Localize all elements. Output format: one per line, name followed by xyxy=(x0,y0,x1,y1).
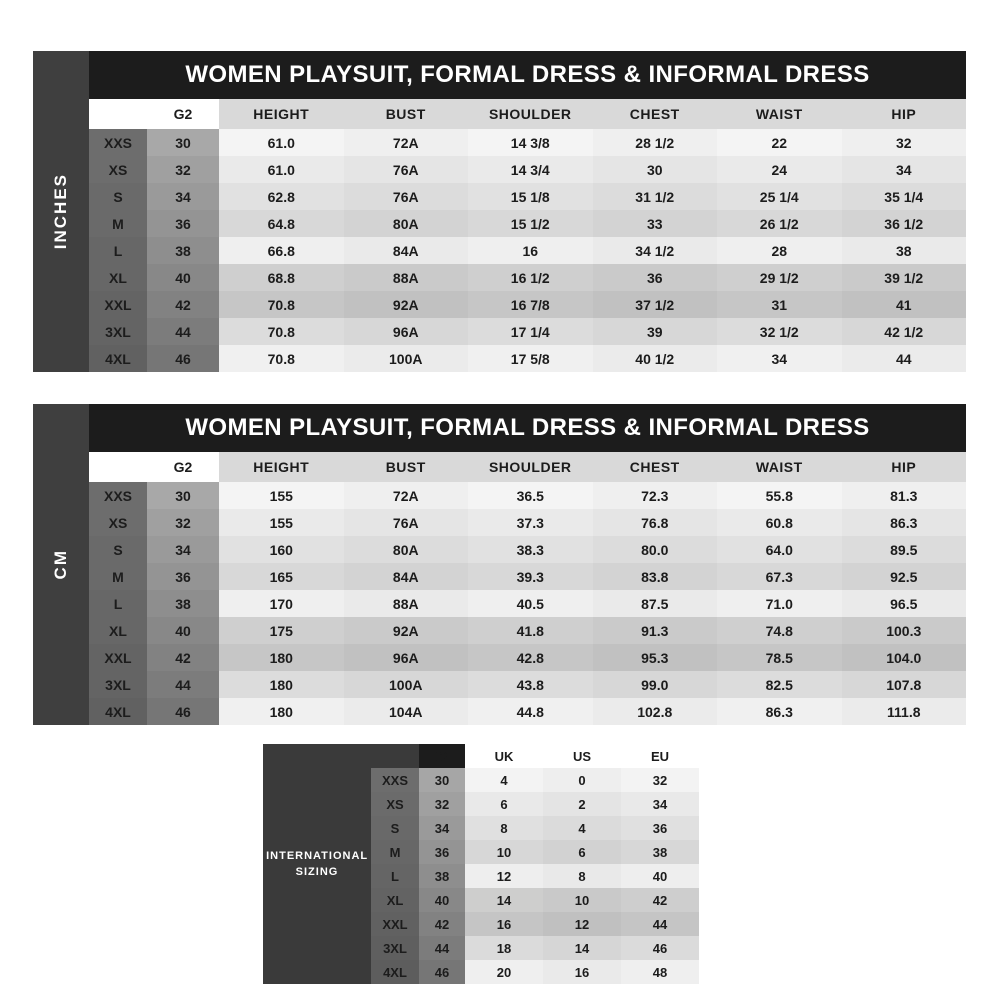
cell-size-label: XXS xyxy=(89,482,147,509)
intl-cell-value: 12 xyxy=(543,912,621,936)
intl-cell-size-label: M xyxy=(371,840,419,864)
intl-cell-size-label: XL xyxy=(371,888,419,912)
cell-g2: 32 xyxy=(147,156,219,183)
cell-value: 32 xyxy=(842,129,967,156)
international-table-row xyxy=(371,792,699,816)
cell-value: 41.8 xyxy=(468,617,593,644)
cell-size-label: S xyxy=(89,183,147,210)
intl-cell-value: 36 xyxy=(621,816,699,840)
intl-cell-value: 40 xyxy=(621,864,699,888)
intl-cell-value: 6 xyxy=(543,840,621,864)
cell-value: 38 xyxy=(842,237,967,264)
header-bust: BUST xyxy=(344,452,469,482)
intl-cell-g2: 38 xyxy=(419,864,465,888)
intl-cell-value: 18 xyxy=(465,936,543,960)
cell-g2: 38 xyxy=(147,590,219,617)
header-g2: G2 xyxy=(147,99,219,129)
inches-chart-title: WOMEN PLAYSUIT, FORMAL DRESS & INFORMAL DRESS xyxy=(89,51,966,99)
header-waist: WAIST xyxy=(717,99,842,129)
intl-cell-value: 12 xyxy=(465,864,543,888)
international-table-row xyxy=(371,864,699,888)
cell-value: 71.0 xyxy=(717,590,842,617)
intl-cell-value: 16 xyxy=(543,960,621,984)
cell-value: 34 xyxy=(717,345,842,372)
cell-value: 15 1/8 xyxy=(468,183,593,210)
intl-cell-size-label: L xyxy=(371,864,419,888)
cell-value: 70.8 xyxy=(219,291,344,318)
cell-value: 180 xyxy=(219,644,344,671)
cell-value: 31 xyxy=(717,291,842,318)
inches-chart-body xyxy=(89,51,966,372)
cell-value: 86.3 xyxy=(717,698,842,725)
header-waist: WAIST xyxy=(717,452,842,482)
intl-cell-value: 20 xyxy=(465,960,543,984)
cell-g2: 36 xyxy=(147,563,219,590)
cell-value: 31 1/2 xyxy=(593,183,718,210)
cell-value: 72A xyxy=(344,482,469,509)
table-header-row xyxy=(89,452,966,482)
cm-chart-title: WOMEN PLAYSUIT, FORMAL DRESS & INFORMAL DRESS xyxy=(89,404,966,452)
cell-value: 36 1/2 xyxy=(842,210,967,237)
cell-size-label: XXL xyxy=(89,291,147,318)
international-table-row xyxy=(371,960,699,984)
cell-value: 104A xyxy=(344,698,469,725)
international-table-row xyxy=(371,768,699,792)
international-table-row xyxy=(371,840,699,864)
cell-g2: 42 xyxy=(147,291,219,318)
cell-value: 61.0 xyxy=(219,129,344,156)
cell-value: 64.8 xyxy=(219,210,344,237)
intl-cell-value: 8 xyxy=(465,816,543,840)
cell-value: 43.8 xyxy=(468,671,593,698)
table-header-row xyxy=(89,99,966,129)
cell-value: 41 xyxy=(842,291,967,318)
cell-value: 76A xyxy=(344,183,469,210)
table-row xyxy=(89,291,966,318)
cell-value: 35 1/4 xyxy=(842,183,967,210)
intl-cell-size-label: XS xyxy=(371,792,419,816)
intl-cell-value: 14 xyxy=(465,888,543,912)
table-row xyxy=(89,590,966,617)
intl-cell-g2: 42 xyxy=(419,912,465,936)
cell-value: 28 1/2 xyxy=(593,129,718,156)
cell-value: 89.5 xyxy=(842,536,967,563)
cell-value: 17 5/8 xyxy=(468,345,593,372)
table-row xyxy=(89,671,966,698)
cell-value: 68.8 xyxy=(219,264,344,291)
intl-cell-size-label: 4XL xyxy=(371,960,419,984)
intl-cell-value: 6 xyxy=(465,792,543,816)
cell-value: 40 1/2 xyxy=(593,345,718,372)
international-sizing-label: INTERNATIONAL SIZING xyxy=(266,849,369,878)
cell-value: 70.8 xyxy=(219,345,344,372)
cell-size-label: 3XL xyxy=(89,671,147,698)
intl-cell-value: 48 xyxy=(621,960,699,984)
cell-value: 70.8 xyxy=(219,318,344,345)
cell-value: 83.8 xyxy=(593,563,718,590)
cell-value: 76A xyxy=(344,509,469,536)
header-hip: HIP xyxy=(842,452,967,482)
table-row xyxy=(89,644,966,671)
cell-size-label: XL xyxy=(89,264,147,291)
intl-cell-size-label: S xyxy=(371,816,419,840)
header-g2: G2 xyxy=(147,452,219,482)
cell-value: 175 xyxy=(219,617,344,644)
cell-value: 61.0 xyxy=(219,156,344,183)
table-row xyxy=(89,183,966,210)
cell-value: 86.3 xyxy=(842,509,967,536)
cell-value: 34 xyxy=(842,156,967,183)
header-chest: CHEST xyxy=(593,99,718,129)
intl-header-us: US xyxy=(543,744,621,768)
table-row xyxy=(89,210,966,237)
cell-g2: 34 xyxy=(147,183,219,210)
intl-header-eu: EU xyxy=(621,744,699,768)
cell-size-label: 4XL xyxy=(89,345,147,372)
cell-value: 26 1/2 xyxy=(717,210,842,237)
table-row xyxy=(89,509,966,536)
cell-g2: 30 xyxy=(147,129,219,156)
cell-value: 42.8 xyxy=(468,644,593,671)
cell-value: 66.8 xyxy=(219,237,344,264)
cm-unit-rail xyxy=(33,404,89,725)
intl-cell-g2: 30 xyxy=(419,768,465,792)
cell-value: 155 xyxy=(219,509,344,536)
cell-size-label: 3XL xyxy=(89,318,147,345)
cell-value: 84A xyxy=(344,563,469,590)
header-chest: CHEST xyxy=(593,452,718,482)
cell-g2: 40 xyxy=(147,617,219,644)
cell-value: 16 7/8 xyxy=(468,291,593,318)
cell-value: 14 3/4 xyxy=(468,156,593,183)
intl-header-size xyxy=(371,744,419,768)
cell-g2: 30 xyxy=(147,482,219,509)
cell-size-label: XL xyxy=(89,617,147,644)
intl-cell-value: 42 xyxy=(621,888,699,912)
intl-cell-value: 34 xyxy=(621,792,699,816)
cell-value: 17 1/4 xyxy=(468,318,593,345)
table-row xyxy=(89,345,966,372)
intl-cell-g2: 46 xyxy=(419,960,465,984)
inches-table-body xyxy=(89,99,966,372)
inches-unit-rail xyxy=(33,51,89,372)
cell-value: 96A xyxy=(344,318,469,345)
header-size xyxy=(89,452,147,482)
intl-cell-value: 44 xyxy=(621,912,699,936)
international-table-body xyxy=(371,744,699,984)
table-row xyxy=(89,536,966,563)
intl-cell-value: 2 xyxy=(543,792,621,816)
cell-value: 64.0 xyxy=(717,536,842,563)
cell-value: 84A xyxy=(344,237,469,264)
table-row xyxy=(89,318,966,345)
cell-value: 100A xyxy=(344,671,469,698)
cell-size-label: L xyxy=(89,237,147,264)
table-row xyxy=(89,129,966,156)
cell-value: 55.8 xyxy=(717,482,842,509)
international-sizing-chart xyxy=(263,744,699,984)
cell-value: 170 xyxy=(219,590,344,617)
intl-cell-value: 10 xyxy=(543,888,621,912)
cell-value: 92A xyxy=(344,617,469,644)
cell-value: 96.5 xyxy=(842,590,967,617)
cell-value: 39 xyxy=(593,318,718,345)
cell-g2: 44 xyxy=(147,318,219,345)
cell-value: 39.3 xyxy=(468,563,593,590)
header-size xyxy=(89,99,147,129)
header-height: HEIGHT xyxy=(219,99,344,129)
table-row xyxy=(89,563,966,590)
inches-unit-label: INCHES xyxy=(51,173,70,250)
intl-cell-g2: 44 xyxy=(419,936,465,960)
cell-size-label: M xyxy=(89,210,147,237)
international-header-row xyxy=(371,744,699,768)
table-row xyxy=(89,698,966,725)
cell-value: 39 1/2 xyxy=(842,264,967,291)
cell-value: 80.0 xyxy=(593,536,718,563)
intl-cell-value: 10 xyxy=(465,840,543,864)
intl-cell-value: 46 xyxy=(621,936,699,960)
inches-size-chart xyxy=(33,51,966,372)
cell-size-label: S xyxy=(89,536,147,563)
intl-cell-size-label: XXL xyxy=(371,912,419,936)
header-bust: BUST xyxy=(344,99,469,129)
cell-value: 44.8 xyxy=(468,698,593,725)
cell-size-label: XXL xyxy=(89,644,147,671)
cell-value: 82.5 xyxy=(717,671,842,698)
intl-cell-value: 14 xyxy=(543,936,621,960)
cell-g2: 44 xyxy=(147,671,219,698)
header-shoulder: SHOULDER xyxy=(468,99,593,129)
header-shoulder: SHOULDER xyxy=(468,452,593,482)
cell-value: 87.5 xyxy=(593,590,718,617)
cell-value: 28 xyxy=(717,237,842,264)
cell-value: 76.8 xyxy=(593,509,718,536)
cell-value: 95.3 xyxy=(593,644,718,671)
cell-value: 91.3 xyxy=(593,617,718,644)
cell-value: 40.5 xyxy=(468,590,593,617)
intl-cell-value: 16 xyxy=(465,912,543,936)
intl-cell-size-label: XXS xyxy=(371,768,419,792)
cell-g2: 36 xyxy=(147,210,219,237)
cell-value: 72A xyxy=(344,129,469,156)
table-row xyxy=(89,617,966,644)
cell-value: 37 1/2 xyxy=(593,291,718,318)
cell-value: 180 xyxy=(219,698,344,725)
inches-table xyxy=(89,99,966,372)
cell-size-label: M xyxy=(89,563,147,590)
cell-value: 92A xyxy=(344,291,469,318)
header-hip: HIP xyxy=(842,99,967,129)
cell-size-label: 4XL xyxy=(89,698,147,725)
cell-value: 30 xyxy=(593,156,718,183)
table-row xyxy=(89,156,966,183)
cell-g2: 40 xyxy=(147,264,219,291)
cm-size-chart xyxy=(33,404,966,725)
cell-value: 104.0 xyxy=(842,644,967,671)
cell-value: 160 xyxy=(219,536,344,563)
cell-value: 36.5 xyxy=(468,482,593,509)
cell-value: 180 xyxy=(219,671,344,698)
cell-size-label: XS xyxy=(89,156,147,183)
cell-value: 100A xyxy=(344,345,469,372)
intl-cell-value: 0 xyxy=(543,768,621,792)
cell-value: 67.3 xyxy=(717,563,842,590)
cell-value: 44 xyxy=(842,345,967,372)
cell-value: 111.8 xyxy=(842,698,967,725)
cell-value: 72.3 xyxy=(593,482,718,509)
cell-value: 16 1/2 xyxy=(468,264,593,291)
table-row xyxy=(89,237,966,264)
cell-value: 88A xyxy=(344,264,469,291)
cell-g2: 32 xyxy=(147,509,219,536)
cell-value: 92.5 xyxy=(842,563,967,590)
intl-header-uk: UK xyxy=(465,744,543,768)
intl-header-g2: G2 xyxy=(419,744,465,768)
cell-value: 62.8 xyxy=(219,183,344,210)
cell-value: 165 xyxy=(219,563,344,590)
cell-value: 32 1/2 xyxy=(717,318,842,345)
header-height: HEIGHT xyxy=(219,452,344,482)
cell-value: 60.8 xyxy=(717,509,842,536)
cell-value: 16 xyxy=(468,237,593,264)
cell-value: 76A xyxy=(344,156,469,183)
cell-value: 81.3 xyxy=(842,482,967,509)
intl-cell-value: 4 xyxy=(543,816,621,840)
intl-cell-value: 38 xyxy=(621,840,699,864)
cm-table xyxy=(89,452,966,725)
cell-value: 42 1/2 xyxy=(842,318,967,345)
cell-value: 88A xyxy=(344,590,469,617)
cell-g2: 38 xyxy=(147,237,219,264)
international-table-row xyxy=(371,888,699,912)
cm-unit-label: CM xyxy=(51,549,70,580)
cell-value: 37.3 xyxy=(468,509,593,536)
cell-value: 96A xyxy=(344,644,469,671)
cell-value: 29 1/2 xyxy=(717,264,842,291)
table-row xyxy=(89,264,966,291)
intl-cell-g2: 36 xyxy=(419,840,465,864)
cell-g2: 42 xyxy=(147,644,219,671)
intl-cell-g2: 40 xyxy=(419,888,465,912)
international-table-row xyxy=(371,936,699,960)
cell-value: 74.8 xyxy=(717,617,842,644)
intl-cell-value: 4 xyxy=(465,768,543,792)
cell-value: 78.5 xyxy=(717,644,842,671)
intl-cell-value: 8 xyxy=(543,864,621,888)
cell-g2: 46 xyxy=(147,698,219,725)
cell-size-label: XXS xyxy=(89,129,147,156)
cell-value: 25 1/4 xyxy=(717,183,842,210)
international-table-row xyxy=(371,912,699,936)
cell-value: 33 xyxy=(593,210,718,237)
intl-cell-g2: 34 xyxy=(419,816,465,840)
cell-value: 80A xyxy=(344,536,469,563)
table-row xyxy=(89,482,966,509)
cell-value: 24 xyxy=(717,156,842,183)
cell-value: 38.3 xyxy=(468,536,593,563)
cell-value: 107.8 xyxy=(842,671,967,698)
cell-value: 155 xyxy=(219,482,344,509)
cell-value: 100.3 xyxy=(842,617,967,644)
cell-size-label: L xyxy=(89,590,147,617)
cell-value: 14 3/8 xyxy=(468,129,593,156)
cell-g2: 46 xyxy=(147,345,219,372)
cell-value: 36 xyxy=(593,264,718,291)
intl-cell-value: 32 xyxy=(621,768,699,792)
cell-g2: 34 xyxy=(147,536,219,563)
international-table-row xyxy=(371,816,699,840)
cell-size-label: XS xyxy=(89,509,147,536)
cell-value: 99.0 xyxy=(593,671,718,698)
cell-value: 34 1/2 xyxy=(593,237,718,264)
cm-table-body xyxy=(89,452,966,725)
cell-value: 22 xyxy=(717,129,842,156)
cell-value: 102.8 xyxy=(593,698,718,725)
cell-value: 80A xyxy=(344,210,469,237)
cell-value: 15 1/2 xyxy=(468,210,593,237)
intl-cell-size-label: 3XL xyxy=(371,936,419,960)
cm-chart-body xyxy=(89,404,966,725)
international-table xyxy=(371,744,699,984)
intl-cell-g2: 32 xyxy=(419,792,465,816)
